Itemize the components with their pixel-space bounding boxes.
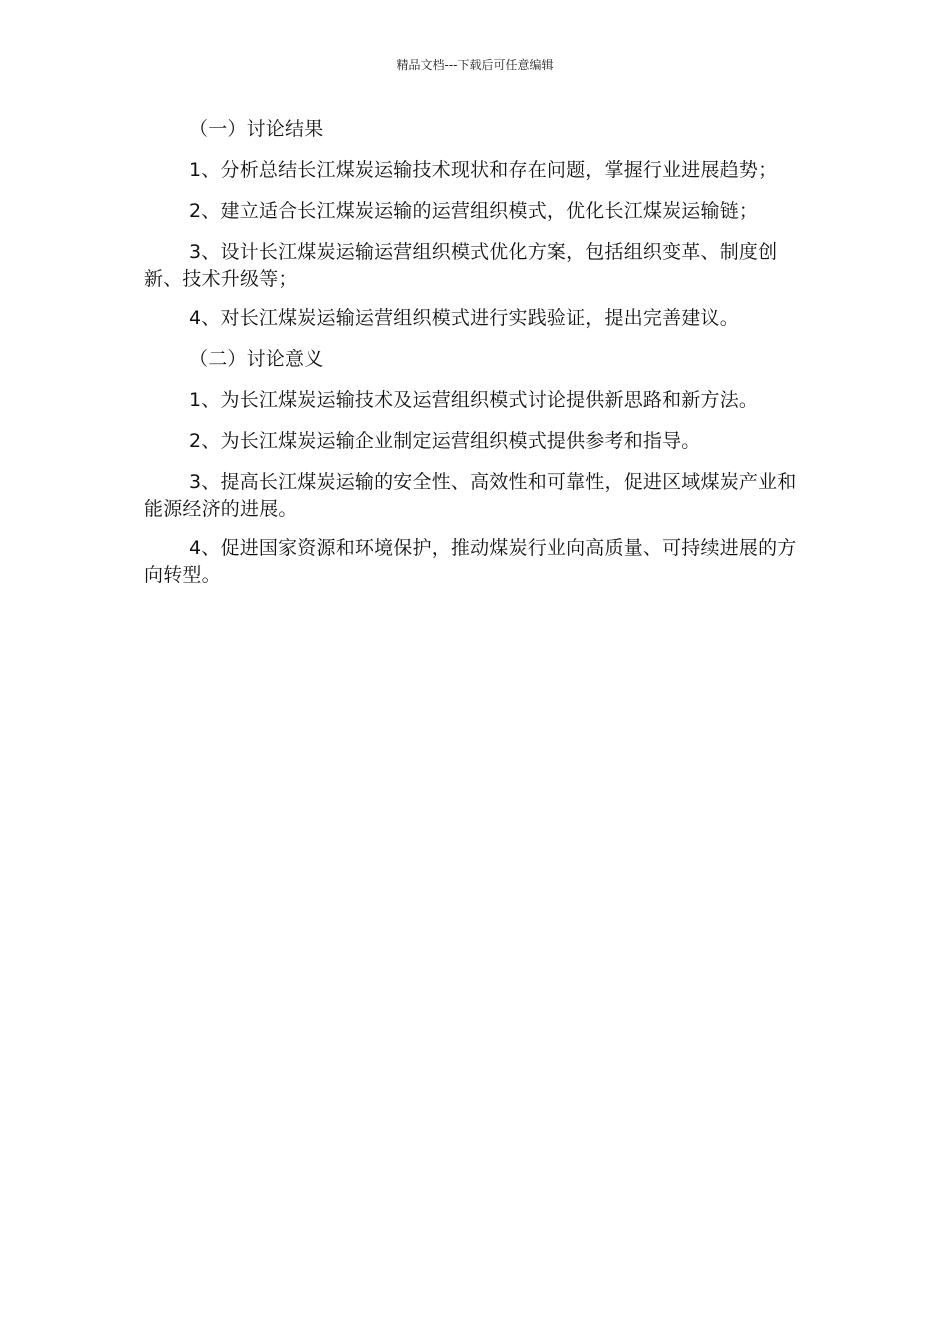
section-heading-significance: （二）讨论意义 — [189, 348, 324, 370]
significance-item-2: 2、为长江煤炭运输企业制定运营组织模式提供参考和指导。 — [189, 430, 701, 452]
result-item-2: 2、建立适合长江煤炭运输的运营组织模式，优化长江煤炭运输链； — [189, 200, 759, 222]
significance-item-1: 1、为长江煤炭运输技术及运营组织模式讨论提供新思路和新方法。 — [189, 389, 759, 411]
significance-item-4: 4、促进国家资源和环境保护，推动煤炭行业向高质量、可持续进展的方向转型。 — [144, 537, 797, 586]
result-item-4: 4、对长江煤炭运输运营组织模式进行实践验证，提出完善建议。 — [189, 307, 739, 329]
section-heading-results: （一）讨论结果 — [189, 118, 324, 140]
document-body — [144, 116, 808, 589]
result-item-1: 1、分析总结长江煤炭运输技术现状和存在问题，掌握行业进展趋势； — [189, 159, 778, 181]
significance-item-3: 3、提高长江煤炭运输的安全性、高效性和可靠性，促进区域煤炭产业和能源经济的进展。 — [144, 471, 797, 520]
page-header: 精品文档---下载后可任意编辑 — [396, 58, 554, 72]
result-item-3: 3、设计长江煤炭运输运营组织模式优化方案，包括组织变革、制度创新、技术升级等； — [144, 241, 778, 290]
